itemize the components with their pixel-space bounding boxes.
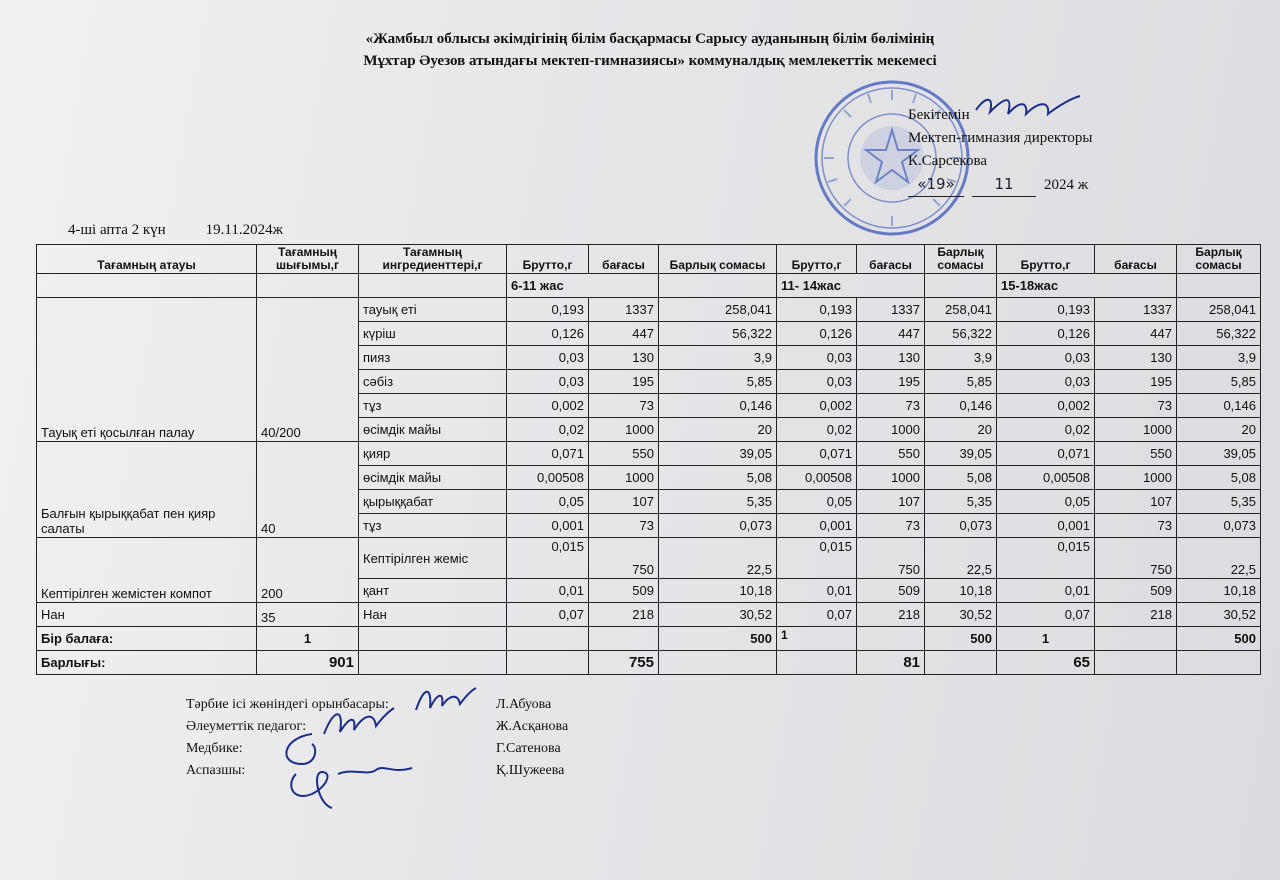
price-value: 750	[1095, 538, 1177, 579]
price-value: 550	[1095, 442, 1177, 466]
signature-name: Г.Сатенова	[496, 741, 561, 756]
table-row	[37, 538, 1261, 579]
sum-value: 258,041	[659, 298, 777, 322]
brutto-value: 0,05	[997, 490, 1095, 514]
col-header: Тағамның ингредиенттері,г	[359, 245, 507, 274]
director-position: Мектеп-гимназия директоры	[908, 130, 1093, 146]
brutto-value: 0,01	[997, 579, 1095, 603]
col-header: Барлық сомасы	[925, 245, 997, 274]
sum-value: 5,35	[925, 490, 997, 514]
brutto-value: 0,01	[777, 579, 857, 603]
total-value: 81	[857, 651, 925, 675]
total-value: 901	[257, 651, 359, 675]
brutto-value: 0,015	[997, 538, 1095, 579]
col-header: Барлық сомасы	[1177, 245, 1261, 274]
brutto-value: 0,07	[777, 603, 857, 627]
sum-value: 5,08	[925, 466, 997, 490]
sum-value: 0,073	[925, 514, 997, 538]
brutto-value: 0,071	[997, 442, 1095, 466]
signature-role: Тәрбие ісі жөніндегі орынбасары:	[186, 697, 389, 712]
sum-value: 10,18	[1177, 579, 1261, 603]
sum-value: 0,073	[1177, 514, 1261, 538]
sum-value: 5,08	[1177, 466, 1261, 490]
sum-value: 20	[1177, 418, 1261, 442]
brutto-value: 0,001	[777, 514, 857, 538]
price-value: 107	[589, 490, 659, 514]
sum-value: 0,073	[659, 514, 777, 538]
brutto-value: 0,03	[997, 370, 1095, 394]
brutto-value: 0,05	[777, 490, 857, 514]
brutto-value: 0,03	[777, 370, 857, 394]
table-row	[37, 603, 1261, 627]
signature-role: Әлеуметтік педагог:	[186, 719, 307, 734]
price-value: 550	[589, 442, 659, 466]
approval-date	[908, 173, 1092, 197]
price-value: 1000	[589, 466, 659, 490]
menu-date-line	[68, 222, 323, 239]
brutto-value: 0,002	[997, 394, 1095, 418]
ingredient-name: қияр	[359, 442, 507, 466]
week-label: 4-ші апта 2 күн	[68, 222, 166, 238]
price-value: 1337	[857, 298, 925, 322]
sum-value: 5,85	[925, 370, 997, 394]
price-value: 107	[1095, 490, 1177, 514]
price-value: 1000	[1095, 418, 1177, 442]
sum-value: 5,35	[659, 490, 777, 514]
brutto-value: 0,193	[997, 298, 1095, 322]
col-header: Тағамның атауы	[37, 245, 257, 274]
menu-table	[36, 244, 1261, 675]
dish-name: Кептірілген жемістен компот	[37, 538, 257, 603]
brutto-value: 0,193	[777, 298, 857, 322]
brutto-value: 0,01	[507, 579, 589, 603]
col-header: Барлық сомасы	[659, 245, 777, 274]
brutto-value: 0,03	[507, 370, 589, 394]
ingredient-name: Кептірілген жеміс	[359, 538, 507, 579]
col-header: Брутто,г	[777, 245, 857, 274]
table-row	[37, 442, 1261, 466]
price-value: 107	[857, 490, 925, 514]
approval-month: 11	[972, 173, 1036, 197]
price-value: 218	[589, 603, 659, 627]
per-child-label: Бір балаға:	[37, 627, 257, 651]
price-value: 73	[589, 514, 659, 538]
total-label: Барлығы:	[37, 651, 257, 675]
sum-value: 5,85	[659, 370, 777, 394]
price-value: 73	[857, 394, 925, 418]
sum-value: 5,08	[659, 466, 777, 490]
sum-value: 30,52	[1177, 603, 1261, 627]
price-value: 1337	[1095, 298, 1177, 322]
sum-value: 3,9	[925, 346, 997, 370]
price-value: 509	[589, 579, 659, 603]
total-row	[37, 651, 1261, 675]
approve-label: Бекітемін	[908, 107, 970, 123]
price-value: 195	[1095, 370, 1177, 394]
per-child-sum: 500	[925, 627, 997, 651]
brutto-value: 0,193	[507, 298, 589, 322]
sum-value: 56,322	[925, 322, 997, 346]
ingredient-name: қырыққабат	[359, 490, 507, 514]
brutto-value: 0,07	[997, 603, 1095, 627]
approval-year: 2024 ж	[1044, 177, 1089, 193]
nurse-cook-signature-icon	[272, 724, 422, 814]
price-value: 73	[857, 514, 925, 538]
menu-date: 19.11.2024ж	[205, 222, 283, 238]
sum-value: 39,05	[659, 442, 777, 466]
director-name: К.Сарсекова	[908, 153, 987, 169]
table-header-row	[37, 245, 1261, 274]
brutto-value: 0,03	[997, 346, 1095, 370]
ingredient-name: қант	[359, 579, 507, 603]
brutto-value: 0,126	[997, 322, 1095, 346]
sum-value: 5,85	[1177, 370, 1261, 394]
brutto-value: 0,126	[507, 322, 589, 346]
price-value: 130	[1095, 346, 1177, 370]
col-header: бағасы	[857, 245, 925, 274]
price-value: 195	[857, 370, 925, 394]
price-value: 1000	[589, 418, 659, 442]
sum-value: 3,9	[1177, 346, 1261, 370]
sum-value: 258,041	[925, 298, 997, 322]
brutto-value: 0,00508	[507, 466, 589, 490]
sum-value: 56,322	[1177, 322, 1261, 346]
col-header: Тағамның шығымы,г	[257, 245, 359, 274]
ingredient-name: тұз	[359, 394, 507, 418]
ingredient-name: тауық еті	[359, 298, 507, 322]
age-group-label: 15-18жас	[997, 274, 1177, 298]
age-group-row	[37, 274, 1261, 298]
ingredient-name: өсімдік майы	[359, 466, 507, 490]
approval-block	[908, 104, 1092, 197]
per-child-count: 1	[257, 627, 359, 651]
total-value: 755	[589, 651, 659, 675]
age-group-label: 6-11 жас	[507, 274, 659, 298]
price-value: 195	[589, 370, 659, 394]
brutto-value: 0,02	[777, 418, 857, 442]
brutto-value: 0,001	[507, 514, 589, 538]
per-child-count: 1	[777, 627, 857, 651]
brutto-value: 0,00508	[777, 466, 857, 490]
price-value: 130	[589, 346, 659, 370]
price-value: 218	[1095, 603, 1177, 627]
sum-value: 5,35	[1177, 490, 1261, 514]
sum-value: 56,322	[659, 322, 777, 346]
sum-value: 10,18	[659, 579, 777, 603]
price-value: 550	[857, 442, 925, 466]
brutto-value: 0,002	[507, 394, 589, 418]
dish-name: Тауық еті қосылған палау	[37, 298, 257, 442]
price-value: 218	[857, 603, 925, 627]
header-line-1: «Жамбыл облысы әкімдігінің білім басқармасы Сарысу ауданының білім бөлімінің	[365, 31, 935, 47]
price-value: 1000	[857, 418, 925, 442]
per-child-sum: 500	[1177, 627, 1261, 651]
price-value: 447	[857, 322, 925, 346]
brutto-value: 0,03	[507, 346, 589, 370]
dish-yield: 40	[257, 442, 359, 538]
signature-name: Қ.Шужеева	[496, 763, 565, 778]
brutto-value: 0,03	[777, 346, 857, 370]
brutto-value: 0,002	[777, 394, 857, 418]
brutto-value: 0,015	[777, 538, 857, 579]
brutto-value: 0,05	[507, 490, 589, 514]
col-header: Брутто,г	[997, 245, 1095, 274]
price-value: 130	[857, 346, 925, 370]
age-group-label: 11- 14жас	[777, 274, 925, 298]
sum-value: 30,52	[659, 603, 777, 627]
brutto-value: 0,02	[507, 418, 589, 442]
ingredient-name: күріш	[359, 322, 507, 346]
brutto-value: 0,015	[507, 538, 589, 579]
dish-yield: 40/200	[257, 298, 359, 442]
brutto-value: 0,001	[997, 514, 1095, 538]
price-value: 447	[589, 322, 659, 346]
signature-role: Медбике:	[186, 741, 243, 756]
deputy-signature-icon	[410, 682, 480, 718]
price-value: 509	[1095, 579, 1177, 603]
sum-value: 3,9	[659, 346, 777, 370]
price-value: 73	[1095, 514, 1177, 538]
col-header: бағасы	[1095, 245, 1177, 274]
sum-value: 30,52	[925, 603, 997, 627]
sum-value: 39,05	[925, 442, 997, 466]
sum-value: 22,5	[659, 538, 777, 579]
price-value: 750	[857, 538, 925, 579]
sum-value: 0,146	[925, 394, 997, 418]
sum-value: 39,05	[1177, 442, 1261, 466]
ingredient-name: өсімдік майы	[359, 418, 507, 442]
per-child-sum: 500	[659, 627, 777, 651]
sum-value: 22,5	[925, 538, 997, 579]
brutto-value: 0,071	[507, 442, 589, 466]
col-header: бағасы	[589, 245, 659, 274]
sum-value: 258,041	[1177, 298, 1261, 322]
total-value: 65	[997, 651, 1095, 675]
ingredient-name: пияз	[359, 346, 507, 370]
price-value: 509	[857, 579, 925, 603]
price-value: 1000	[857, 466, 925, 490]
dish-yield: 200	[257, 538, 359, 603]
price-value: 750	[589, 538, 659, 579]
dish-name: Балғын қырыққабат пен қияр салаты	[37, 442, 257, 538]
dish-name: Нан	[37, 603, 257, 627]
price-value: 447	[1095, 322, 1177, 346]
brutto-value: 0,00508	[997, 466, 1095, 490]
price-value: 73	[589, 394, 659, 418]
table-row	[37, 298, 1261, 322]
price-value: 73	[1095, 394, 1177, 418]
brutto-value: 0,071	[777, 442, 857, 466]
dish-yield: 35	[257, 603, 359, 627]
header-line-2: Мұхтар Әуезов атындағы мектеп-гимназиясы» коммуналдық мемлекеттік мекемесі	[363, 53, 937, 69]
brutto-value: 0,02	[997, 418, 1095, 442]
ingredient-name: тұз	[359, 514, 507, 538]
per-child-count: 1	[997, 627, 1095, 651]
approval-day: «19»	[908, 173, 964, 197]
brutto-value: 0,07	[507, 603, 589, 627]
signature-role: Аспазшы:	[186, 763, 246, 778]
col-header: Брутто,г	[507, 245, 589, 274]
sum-value: 10,18	[925, 579, 997, 603]
sum-value: 0,146	[659, 394, 777, 418]
price-value: 1337	[589, 298, 659, 322]
sum-value: 0,146	[1177, 394, 1261, 418]
sum-value: 20	[659, 418, 777, 442]
sum-value: 22,5	[1177, 538, 1261, 579]
sum-value: 20	[925, 418, 997, 442]
brutto-value: 0,126	[777, 322, 857, 346]
per-child-row	[37, 627, 1261, 651]
document-header	[200, 28, 1100, 72]
ingredient-name: Нан	[359, 603, 507, 627]
signature-name: Л.Абуова	[496, 697, 552, 712]
signature-name: Ж.Асқанова	[496, 719, 569, 734]
ingredient-name: сәбіз	[359, 370, 507, 394]
price-value: 1000	[1095, 466, 1177, 490]
